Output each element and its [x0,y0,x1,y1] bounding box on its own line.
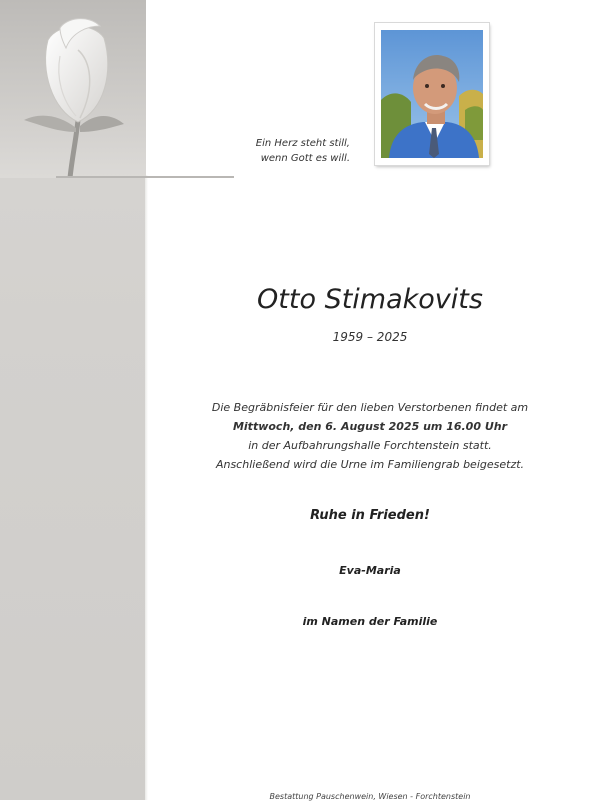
quote-line-1: Ein Herz steht still, [255,138,350,149]
notice-date-line: Mittwoch, den 6. August 2025 um 16.00 Uhr [232,420,508,433]
quote-line-2: wenn Gott es will. [260,153,350,164]
family-line: im Namen der Familie [302,615,438,628]
deceased-name: Otto Stimakovits [257,284,483,315]
portrait-photo [381,30,483,158]
funeral-notice [160,398,580,474]
portrait-frame [375,23,489,165]
rest-in-peace: Ruhe in Frieden! [310,508,430,523]
portrait-icon [381,30,483,158]
funeral-home-footer: Bestattung Pauschenwein, Wiesen - Forchtenstein [269,792,471,801]
rose-image [0,0,146,178]
signatory-name: Eva-Maria [339,564,401,577]
divider-line [56,176,234,178]
white-rose-icon [0,0,146,178]
notice-line-1: Die Begräbnisfeier für den lieben Verstorbenen findet am [211,401,529,414]
notice-line-3: in der Aufbahrungshalle Forchtenstein statt. [248,439,492,452]
memorial-quote [200,136,350,166]
life-years: 1959 – 2025 [332,330,408,344]
notice-line-4: Anschließend wird die Urne im Familiengrab beigesetzt. [215,458,525,471]
band-edge [145,175,148,800]
